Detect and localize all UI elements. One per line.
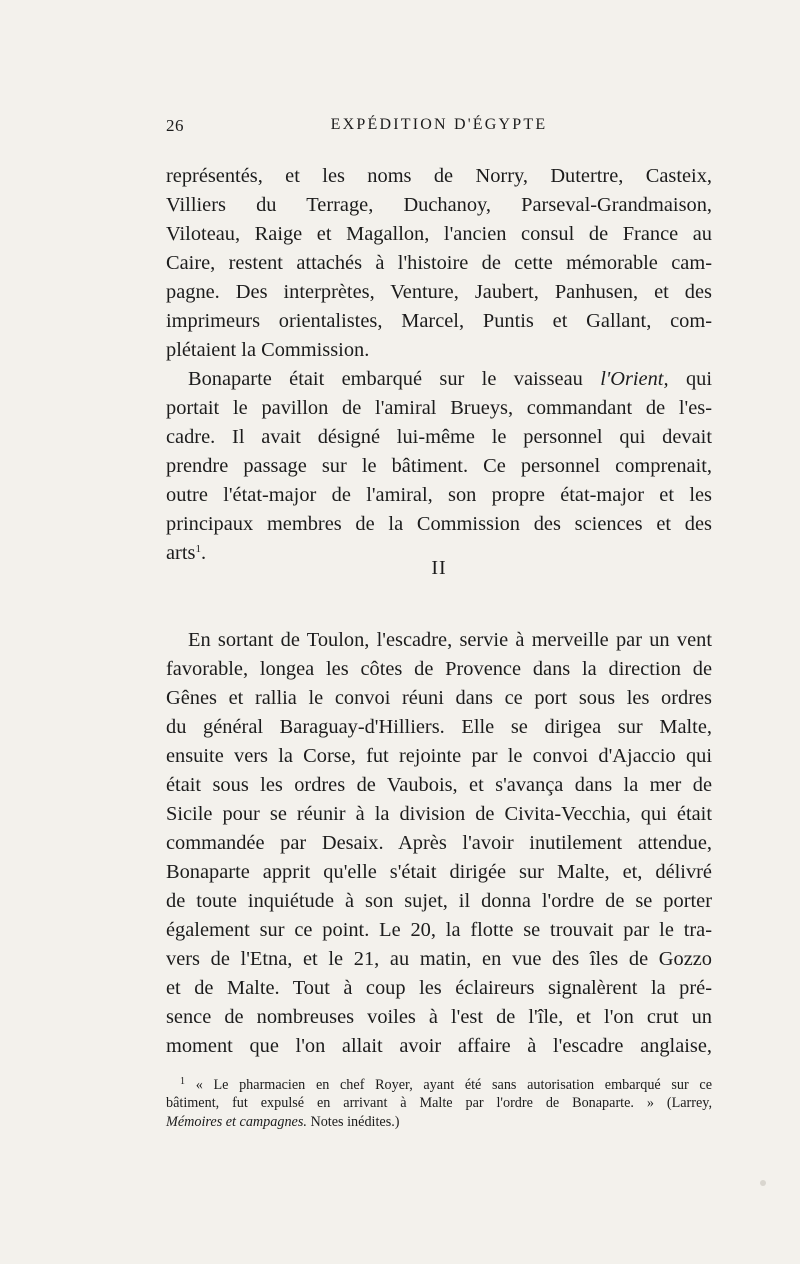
- text-line: Viloteau, Raige et Magallon, l'ancien consul de France au: [166, 223, 712, 245]
- text-run: .: [200, 542, 207, 564]
- ship-name: l'Orient,: [600, 368, 669, 390]
- text-line: Caire, restent attachés à l'histoire de cette mémorable cam-: [166, 252, 712, 274]
- paper-speck: [760, 1180, 766, 1186]
- text-line: Gênes et rallia le convoi réuni dans ce port sous les ordres: [166, 687, 712, 709]
- text-line: Bonaparte apprit qu'elle s'était dirigée sur Malte, et, délivré: [166, 861, 712, 883]
- footnote-line: bâtiment, fut expulsé en arrivant à Malte par l'ordre de Bonaparte. » (Larrey,: [166, 1095, 712, 1111]
- text-run: arts: [166, 542, 196, 564]
- text-run: « Le pharmacien en chef Royer, ayant été sans autorisation embarqué sur ce: [195, 1077, 713, 1093]
- text-line: cadre. Il avait désigné lui-même le personnel qui devait: [166, 426, 712, 448]
- text-line: En sortant de Toulon, l'escadre, servie à merveille par un vent: [188, 629, 712, 651]
- page-number: 26: [166, 116, 184, 135]
- footnote-line: [166, 1115, 712, 1129]
- running-title: EXPÉDITION D'ÉGYPTE: [330, 116, 548, 133]
- footnote-reference[interactable]: 1: [195, 543, 201, 555]
- text-line: de toute inquiétude à son sujet, il donna l'ordre de se porter: [166, 890, 712, 912]
- text-line: favorable, longea les côtes de Provence dans la direction de: [166, 658, 712, 680]
- text-line: imprimeurs orientalistes, Marcel, Puntis et Gallant, com-: [166, 310, 712, 332]
- text-line: plétaient la Commission.: [166, 339, 370, 361]
- footnote-line: [180, 1077, 712, 1092]
- text-line: ensuite vers la Corse, fut rejointe par le convoi d'Ajaccio qui: [166, 745, 712, 767]
- text-line: [188, 369, 712, 389]
- text-run: Bonaparte était embarqué sur le vaisseau: [188, 368, 601, 390]
- text-line: prendre passage sur le bâtiment. Ce personnel comprenait,: [166, 455, 712, 477]
- text-line: outre l'état-major de l'amiral, son propre état-major et les: [166, 484, 712, 506]
- text-line: moment que l'on allait avoir affaire à l'escadre anglaise,: [166, 1035, 712, 1057]
- text-line: et de Malte. Tout à coup les éclaireurs signalèrent la pré-: [166, 977, 712, 999]
- text-line: commandée par Desaix. Après l'avoir inutilement attendue,: [166, 832, 712, 854]
- text-line: Sicile pour se réunir à la division de Civita-Vecchia, qui était: [166, 803, 712, 825]
- text-line: portait le pavillon de l'amiral Brueys, commandant de l'es-: [166, 397, 712, 419]
- text-run: Notes inédites.): [306, 1114, 400, 1130]
- source-title: Mémoires et campagnes.: [166, 1114, 307, 1130]
- text-line: pagne. Des interprètes, Venture, Jaubert, Panhusen, et des: [166, 281, 712, 303]
- text-line: sence de nombreuses voiles à l'est de l'île, et l'on crut un: [166, 1006, 712, 1028]
- running-head: [166, 116, 712, 140]
- text-line: du général Baraguay-d'Hilliers. Elle se dirigea sur Malte,: [166, 716, 712, 738]
- text-line: vers de l'Etna, et le 21, au matin, en vue des îles de Gozzo: [166, 948, 712, 970]
- section-heading: II: [431, 557, 447, 579]
- text-line: Villiers du Terrage, Duchanoy, Parseval-Grandmaison,: [166, 194, 712, 216]
- text-line: représentés, et les noms de Norry, Dutertre, Casteix,: [166, 165, 712, 187]
- text-line: principaux membres de la Commission des sciences et des: [166, 513, 712, 535]
- footnote-mark: 1: [180, 1076, 185, 1087]
- text-line: était sous les ordres de Vaubois, et s'avança dans la mer de: [166, 774, 712, 796]
- text-run: qui: [668, 368, 713, 390]
- text-line: également sur ce point. Le 20, la flotte se trouvait par le tra-: [166, 919, 712, 941]
